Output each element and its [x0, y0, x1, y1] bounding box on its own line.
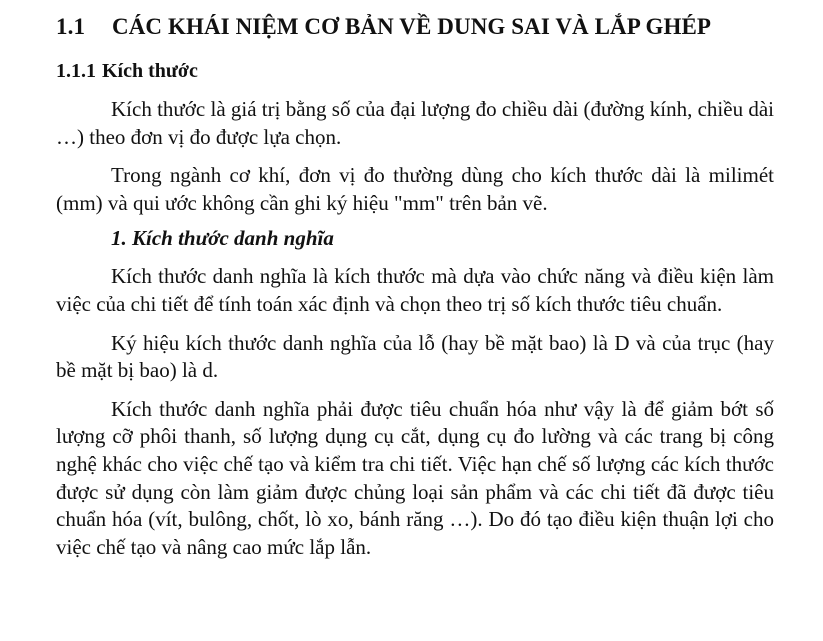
paragraph-standardization: Kích thước danh nghĩa phải được tiêu chuẩn hóa như vậy là để giảm bớt số lượng cỡ phôi thanh, số lượng dụng cụ cắt, dụng cụ đo lường và các trang bị công nghệ khác cho việc chế tạo và kiểm tra chi tiết. Việc hạn chế số lượng các kích thước được sử dụng còn làm giảm được chủng loại sản phẩm và các chi tiết đã được tiêu chuẩn hóa (vít, bulông, chốt, lò xo, bánh răng …). Do đó tạo điều kiện thuận lợi cho việc chế tạo và nâng cao mức lắp lẫn.	[56, 396, 774, 559]
subsection-heading	[56, 58, 774, 84]
subsection-number: 1.1.1	[56, 60, 96, 82]
item-heading	[111, 224, 774, 252]
document-page	[56, 12, 774, 561]
item-title: Kích thước danh nghĩa	[132, 226, 334, 251]
subsection-title: Kích thước	[102, 60, 198, 82]
section-title: CÁC KHÁI NIỆM CƠ BẢN VỀ DUNG SAI VÀ LẮP GHÉP	[112, 14, 712, 39]
section-number: 1.1	[56, 14, 86, 39]
section-heading	[56, 12, 774, 42]
paragraph-size-definition: Kích thước là giá trị bằng số của đại lượng đo chiều dài (đường kính, chiều dài …) theo đơn vị đo được lựa chọn.	[56, 97, 774, 149]
item-number: 1.	[111, 226, 127, 251]
paragraph-nominal-size-definition: Kích thước danh nghĩa là kích thước mà dựa vào chức năng và điều kiện làm việc của chi tiết để tính toán xác định và chọn theo trị số kích thước tiêu chuẩn.	[56, 264, 774, 316]
paragraph-nominal-size-symbols: Ký hiệu kích thước danh nghĩa của lỗ (hay bề mặt bao) là D và của trục (hay bề mặt bị bao) là d.	[56, 330, 774, 383]
paragraph-unit-convention: Trong ngành cơ khí, đơn vị đo thường dùng cho kích thước dài là milimét (mm) và qui ước không cần ghi ký hiệu "mm" trên bản vẽ.	[56, 163, 774, 215]
